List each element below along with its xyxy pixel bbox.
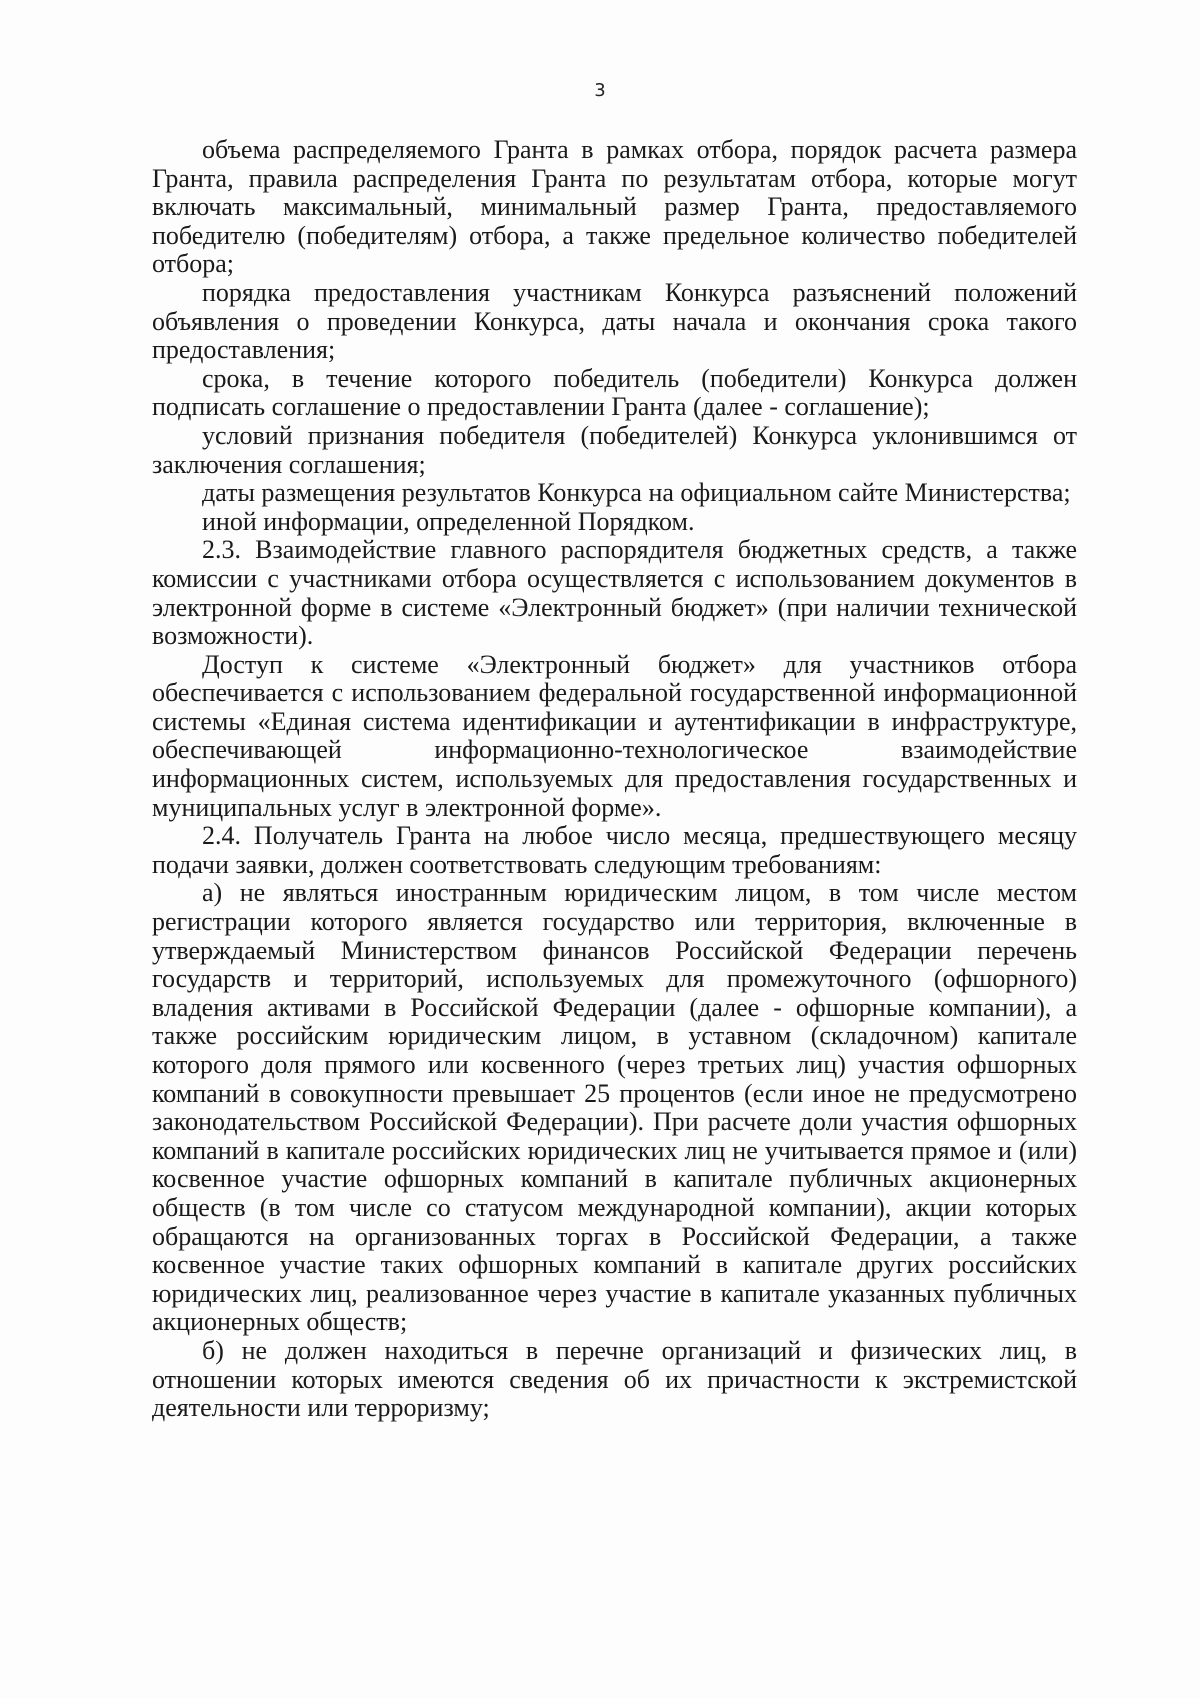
paragraph-requirement-b: б) не должен находиться в перечне организаций и физических лиц, в отношении которых имеются сведения об их причастности к экстремистской деятельности или терроризму;	[152, 1335, 1077, 1423]
paragraph-system-access: Доступ к системе «Электронный бюджет» для участников отбора обеспечивается с использованием федеральной государственной информационной системы «Единая система идентификации и аутентификации в инфраструктуре, обеспечивающей информационно-технологическое взаимодействие информационных систем, используемых для предоставления государственных и муниципальных услуг в электронной форме».	[152, 649, 1077, 822]
paragraph-evasion-conditions: условий признания победителя (победителей) Конкурса уклонившимся от заключения соглашения;	[152, 420, 1077, 479]
paragraph-other-info: иной информации, определенной Порядком.	[202, 506, 695, 536]
paragraph-section-2-3: 2.3. Взаимодействие главного распорядителя бюджетных средств, а также комиссии с участниками отбора осуществляется с использованием документов в электронной форме в системе «Электронный бюджет» (при наличии технической возможности).	[152, 535, 1077, 651]
paragraph-section-2-4: 2.4. Получатель Гранта на любое число месяца, предшествующего месяцу подачи заявки, должен соответствовать следующим требованиям:	[152, 821, 1077, 879]
paragraph-results-publication: даты размещения результатов Конкурса на официальном сайте Министерства;	[202, 478, 1071, 508]
document-body	[152, 136, 1077, 1423]
page-number: 3	[594, 80, 606, 101]
paragraph-requirement-a: а) не являться иностранным юридическим лицом, в том числе местом регистрации которого является государство или территория, включенные в утверждаемый Министерством финансов Российской Федерации перечень государств и территорий, используемых для промежуточного (офшорного) владения активами в Российской Федерации (далее - офшорные компании), а также российским юридическим лицом, в уставном (складочном) капитале которого доля прямого или косвенного (через третьих лиц) участия офшорных компаний в совокупности превышает 25 процентов (если иное не предусмотрено законодательством Российской Федерации). При расчете доли участия офшорных компаний в капитале российских юридических лиц не учитывается прямое и (или) косвенное участие офшорных компаний в капитале публичных акционерных обществ (в том числе со статусом международной компании), акции которых обращаются на организованных торгах в Российской Федерации, а также косвенное участие таких офшорных компаний в капитале других российских юридических лиц, реализованное через участие в капитале указанных публичных акционерных обществ;	[152, 878, 1077, 1337]
paragraph-clarification-order: порядка предоставления участникам Конкурса разъяснений положений объявления о проведении Конкурса, даты начала и окончания срока такого предоставления;	[152, 277, 1077, 365]
paragraph-agreement-deadline: срока, в течение которого победитель (победители) Конкурса должен подписать соглашение о предоставлении Гранта (далее - соглашение);	[152, 363, 1077, 422]
paragraph-selection-volume: объема распределяемого Гранта в рамках отбора, порядок расчета размера Гранта, правила распределения Гранта по результатам отбора, которые могут включать максимальный, минимальный размер Гранта, предоставляемого победителю (победителям) отбора, а также предельное количество победителей отбора;	[152, 135, 1077, 279]
